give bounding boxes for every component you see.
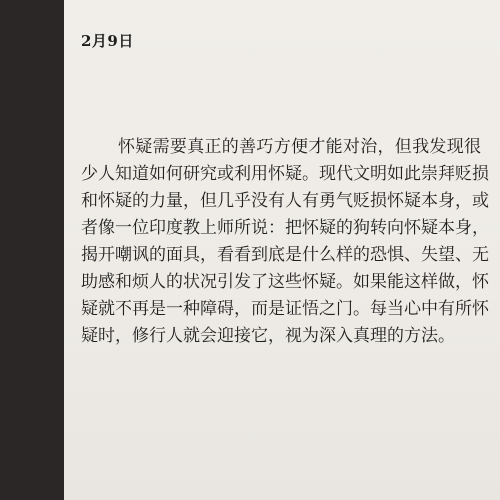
passage-line: 少人知道如何研究或利用怀疑。现代文明如此崇拜贬损 <box>81 164 489 184</box>
passage-line: 疑时，修行人就会迎接它，视为深入真理的方法。 <box>81 326 455 346</box>
passage-line: 和怀疑的力量，但几乎没有人有勇气贬损怀疑本身，或 <box>81 191 489 211</box>
book-page <box>64 0 500 500</box>
passage-text <box>81 134 489 350</box>
entry-date: 2月9日 <box>81 32 134 50</box>
passage-line: 揭开嘲讽的面具，看看到底是什么样的恐惧、失望、无 <box>81 245 489 265</box>
passage-line: 助感和烦人的状况引发了这些怀疑。如果能这样做，怀 <box>81 272 489 292</box>
passage-line: 者像一位印度教上师所说：把怀疑的狗转向怀疑本身， <box>81 218 489 238</box>
passage-line: 疑就不再是一种障碍，而是证悟之门。每当心中有所怀 <box>81 299 489 319</box>
passage-line: 怀疑需要真正的善巧方便才能对治，但我发现很 <box>118 137 481 157</box>
